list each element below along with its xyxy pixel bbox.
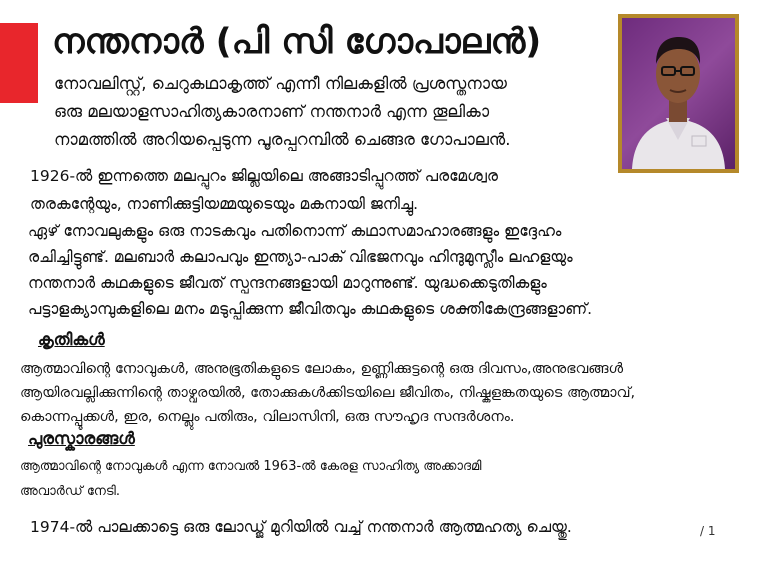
intro-paragraph [54,70,609,154]
death-paragraph: 1974-ൽ പാലക്കാട്ടെ ഒരു ലോഡ്ജ് മുറിയിൽ വച്ച് നന്തനാർ ആത്മഹത്യ ചെയ്തു. [30,518,572,536]
page-number: / 1 [700,524,716,538]
works-list-line: കൊന്നപ്പൂക്കൾ, ഇര, നെല്ലും പതിരും, വിലാസിനി, ഒരു സൗഹൃദ സന്ദർശനം. [20,409,515,425]
birth-line: 1926-ൽ ഇന്നത്തെ മലപ്പുറം ജില്ലയിലെ അങ്ങാടിപ്പുറത്ത് പരമേശ്വര [30,167,499,185]
accent-bar [0,23,38,103]
page-title: നന്തനാർ (പി സി ഗോപാലൻ) [52,22,542,62]
works-heading: കൃതികൾ [38,330,105,349]
awards-line: അവാർഡ് നേടി. [20,484,120,499]
intro-line: നാമത്തിൽ അറിയപ്പെടുന്ന പൂരപ്പറമ്പിൽ ചെങ്ങര ഗോപാലൻ. [54,130,511,149]
intro-line: നോവലിസ്റ്റ്, ചെറുകഥാകൃത്ത് എന്നീ നിലകളിൽ പ്രശസ്തനായ [54,74,507,93]
works-list [20,357,760,429]
works-line: പട്ടാളക്യാമ്പുകളിലെ മനം മടുപ്പിക്കുന്ന ജീവിതവും കഥകളുടെ ശക്തികേന്ദ്രങ്ങളാണ്. [28,300,593,318]
portrait-figure [622,18,735,169]
birth-line: തരകന്റേയും, നാണിക്കുട്ടിയമ്മയുടെയും മകനായി ജനിച്ചു. [30,195,419,213]
works-list-line: ആത്മാവിന്റെ നോവുകൾ, അനുഭൂതികളുടെ ലോകം, ഉണ്ണിക്കുട്ടന്റെ ഒരു ദിവസം,അനുഭവങ്ങൾ [20,361,624,377]
birth-paragraph [30,162,630,218]
portrait-photo [618,14,739,173]
awards-heading: പുരസ്കാരങ്ങൾ [28,429,135,448]
works-paragraph [28,218,738,322]
intro-line: ഒരു മലയാളസാഹിത്യകാരനാണ് നന്തനാർ എന്ന തൂലികാ [54,102,490,121]
awards-text [20,454,620,504]
awards-line: ആത്മാവിന്റെ നോവുകൾ എന്ന നോവൽ 1963-ൽ കേരള സാഹിത്യ അക്കാദമി [20,459,482,474]
works-line: രചിച്ചിട്ടുണ്ട്. മലബാർ കലാപവും ഇന്ത്യാ-പാക് വിഭജനവും ഹിന്ദുമുസ്ലീം ലഹളയും [28,248,573,266]
works-list-line: ആയിരവല്ലിക്കുന്നിന്റെ താഴ്വരയിൽ, തോക്കുകൾക്കിടയിലെ ജീവിതം, നിഷ്കളങ്കതയുടെ ആത്മാവ്, [20,385,636,401]
works-line: ഏഴ് നോവലുകളും ഒരു നാടകവും പതിനൊന്ന് കഥാസമാഹാരങ്ങളും ഇദ്ദേഹം [28,222,562,240]
works-line: നന്തനാർ കഥകളുടെ ജീവത് സ്പന്ദനങ്ങളായി മാറുന്നുണ്ട്. യുദ്ധക്കെടുതികളും [28,274,547,292]
